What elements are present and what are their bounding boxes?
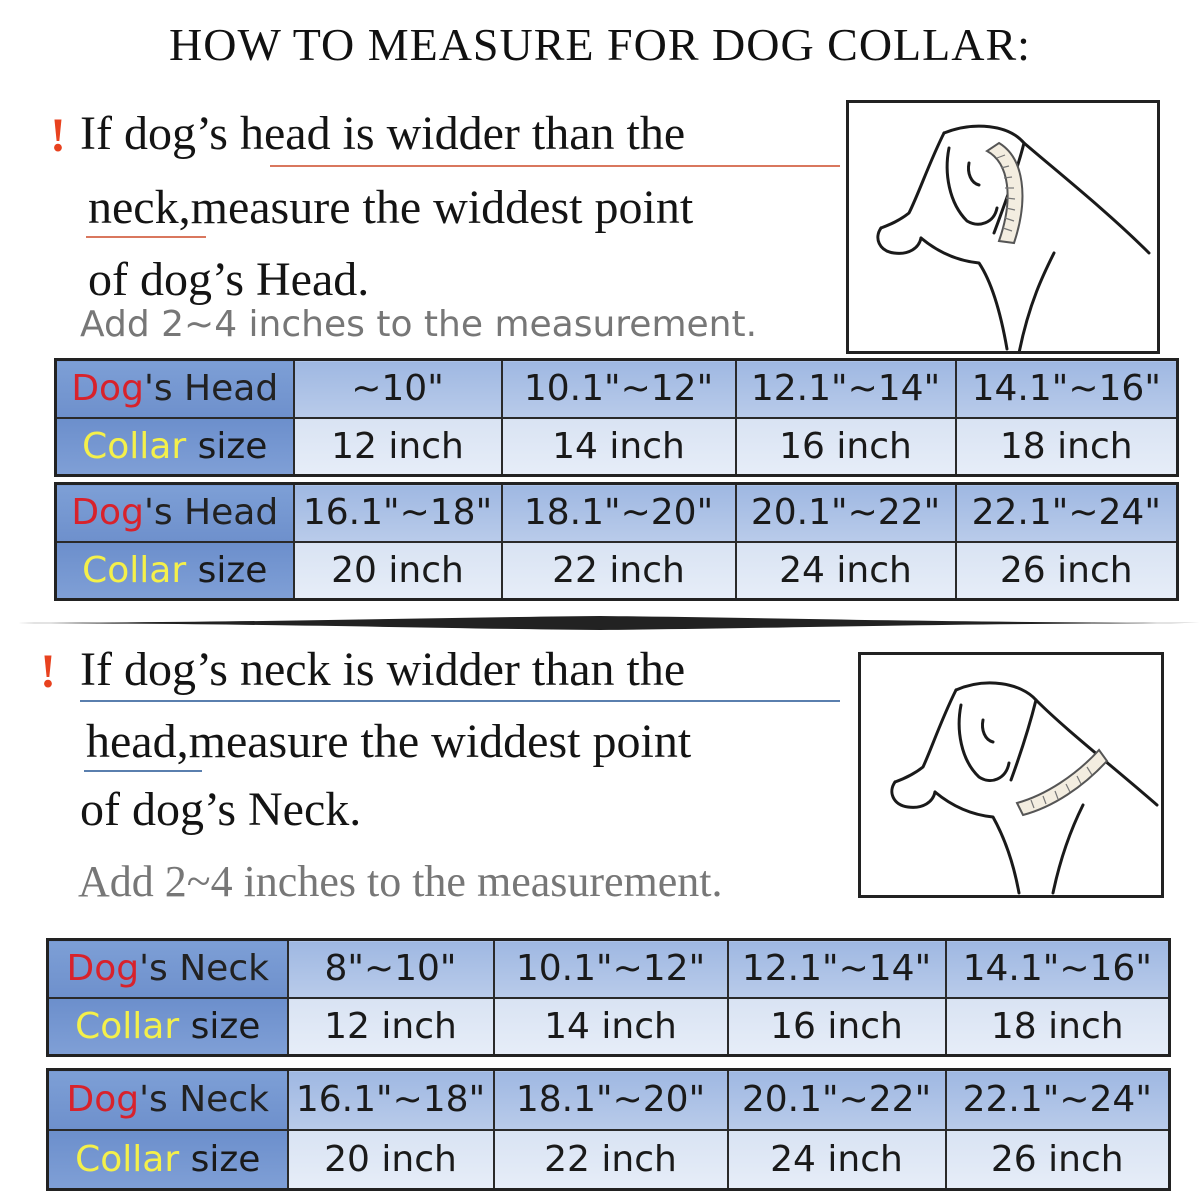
- dog-neck-illustration: [858, 652, 1164, 898]
- label-collar-size: Collar size: [56, 418, 294, 476]
- dog-neck-measure-icon: [861, 655, 1161, 895]
- neck-instruction-line-1: If dog’s neck is widder than the: [80, 643, 686, 696]
- range-cell: 10.1"~12": [494, 940, 728, 998]
- head-note: Add 2~4 inches to the measurement.: [80, 304, 758, 345]
- size-cell: 24 inch: [728, 1130, 946, 1190]
- size-cell: 14 inch: [494, 998, 728, 1056]
- dog-head-measure-icon: [849, 103, 1157, 351]
- exclamation-icon: !: [40, 645, 56, 698]
- size-cell: 26 inch: [956, 542, 1178, 600]
- range-cell: 12.1"~14": [728, 940, 946, 998]
- page-title: HOW TO MEASURE FOR DOG COLLAR:: [169, 19, 1031, 70]
- range-cell: 14.1"~16": [946, 940, 1170, 998]
- label-dogs-head: Dog's Head: [56, 360, 294, 418]
- size-cell: 16 inch: [728, 998, 946, 1056]
- size-cell: 18 inch: [946, 998, 1170, 1056]
- head-size-table-1: [54, 358, 1179, 477]
- range-cell: 8"~10": [288, 940, 494, 998]
- range-cell: 20.1"~22": [728, 1070, 946, 1130]
- section-divider: [0, 612, 1200, 634]
- size-cell: 20 inch: [294, 542, 502, 600]
- size-cell: 20 inch: [288, 1130, 494, 1190]
- label-collar-size: Collar size: [48, 998, 288, 1056]
- underline: [84, 770, 202, 772]
- range-cell: 20.1"~22": [736, 484, 956, 542]
- neck-size-table-2: [46, 1068, 1171, 1191]
- range-cell: 14.1"~16": [956, 360, 1178, 418]
- underline: [86, 236, 206, 238]
- size-cell: 14 inch: [502, 418, 736, 476]
- underline: [270, 165, 840, 167]
- label-collar-size: Collar size: [56, 542, 294, 600]
- head-instruction-line-1: If dog’s head is widder than the: [80, 107, 686, 160]
- label-dogs-neck: Dog's Neck: [48, 1070, 288, 1130]
- underline: [80, 700, 840, 702]
- neck-size-table-1: [46, 938, 1171, 1057]
- range-cell: 10.1"~12": [502, 360, 736, 418]
- range-cell: 12.1"~14": [736, 360, 956, 418]
- label-dogs-neck: Dog's Neck: [48, 940, 288, 998]
- size-cell: 16 inch: [736, 418, 956, 476]
- size-cell: 26 inch: [946, 1130, 1170, 1190]
- size-cell: 12 inch: [288, 998, 494, 1056]
- size-cell: 24 inch: [736, 542, 956, 600]
- dog-head-illustration: [846, 100, 1160, 354]
- label-dogs-head: Dog's Head: [56, 484, 294, 542]
- size-cell: 22 inch: [502, 542, 736, 600]
- head-instruction-line-3: of dog’s Head.: [88, 253, 370, 306]
- range-cell: 16.1"~18": [288, 1070, 494, 1130]
- exclamation-icon: !: [50, 109, 66, 162]
- range-cell: 22.1"~24": [956, 484, 1178, 542]
- size-cell: 22 inch: [494, 1130, 728, 1190]
- range-cell: 18.1"~20": [494, 1070, 728, 1130]
- head-size-table-2: [54, 482, 1179, 601]
- range-cell: 22.1"~24": [946, 1070, 1170, 1130]
- head-instruction-line-2: neck,measure the widdest point: [88, 181, 694, 234]
- size-cell: 18 inch: [956, 418, 1178, 476]
- range-cell: ~10": [294, 360, 502, 418]
- range-cell: 16.1"~18": [294, 484, 502, 542]
- neck-note: Add 2~4 inches to the measurement.: [78, 857, 723, 906]
- label-collar-size: Collar size: [48, 1130, 288, 1190]
- neck-instruction-line-2: head,measure the widdest point: [86, 715, 692, 768]
- size-cell: 12 inch: [294, 418, 502, 476]
- neck-instruction-line-3: of dog’s Neck.: [80, 783, 362, 836]
- range-cell: 18.1"~20": [502, 484, 736, 542]
